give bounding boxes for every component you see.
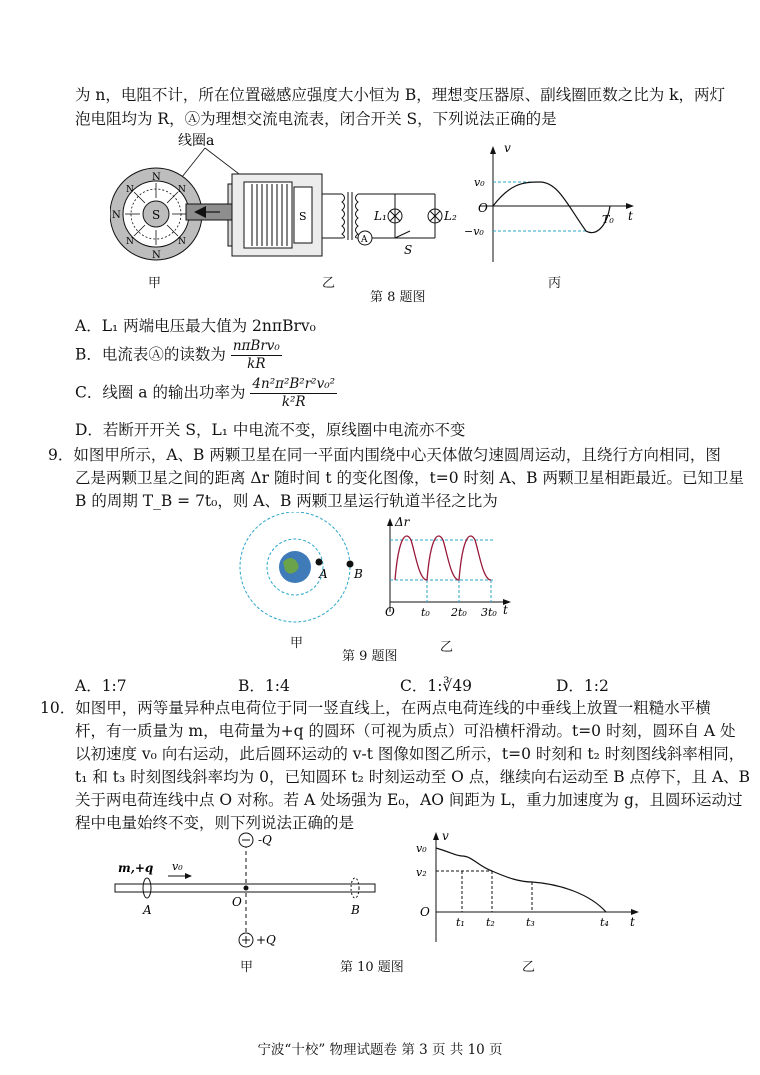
svg-text:3t₀: 3t₀ [481, 606, 497, 619]
q10-line1: 10．如图甲，两等量异种点电荷位于同一竖直线上，在两点电荷连线的中垂线上放置一粗糙水平横 [40, 699, 711, 717]
lamp-l1-label: L₁ [374, 209, 387, 223]
svg-text:t₂: t₂ [486, 916, 495, 929]
svg-text:v₀: v₀ [474, 176, 485, 189]
svg-text:N: N [112, 210, 121, 221]
q9-option-b: B．1:4 [238, 677, 290, 695]
svg-text:t₁: t₁ [456, 916, 465, 929]
q10-figure [110, 830, 650, 950]
svg-text:v: v [442, 830, 449, 843]
svg-text:+Q: +Q [256, 933, 276, 947]
lamp-l2-label: L₂ [444, 209, 457, 223]
svg-text:N: N [126, 237, 134, 247]
magnet-center-label: S [152, 208, 161, 222]
svg-text:Δr: Δr [395, 515, 410, 529]
rod-and-charges [115, 833, 375, 947]
q8-intro-line1: 为 n，电阻不计，所在位置磁感应强度大小恒为 B，理想变压器原、副线圈匝数之比为 k，两灯 [75, 86, 726, 104]
q8-fig-bing-label: 丙 [548, 276, 562, 291]
switch-label: S [404, 243, 413, 257]
q10-fig-yi-label: 乙 [522, 960, 536, 975]
svg-text:-Q: -Q [258, 833, 272, 847]
satellite-b [347, 561, 354, 568]
q9-line2: 乙是两颗卫星之间的距离 Δr 随时间 t 的变化图像，t=0 时刻 A、B 两颗卫星相距最近。已知卫星 [75, 469, 744, 487]
svg-text:N: N [178, 185, 186, 195]
svg-text:t₀: t₀ [421, 606, 430, 619]
svg-text:t₃: t₃ [526, 916, 535, 929]
svg-text:N: N [152, 172, 161, 183]
q8-fig-jia-label: 甲 [148, 276, 162, 291]
q9-fig-jia-label: 甲 [290, 636, 304, 651]
q10-vt-graph [416, 830, 639, 942]
svg-text:v₀: v₀ [172, 860, 183, 873]
q10-fig-jia-label: 甲 [240, 960, 254, 975]
q9-distance-graph [385, 515, 511, 619]
svg-text:N: N [178, 237, 186, 247]
svg-text:t: t [630, 915, 635, 929]
q8-option-a: A．L₁ 两端电压最大值为 2nπBrv₀ [75, 317, 316, 335]
q8-fig-yi-label: 乙 [322, 276, 336, 291]
q9-fig-yi-label: 乙 [440, 640, 454, 655]
q8-figure-svg [110, 132, 655, 292]
q9-option-c: C．1:∛49 [400, 677, 473, 695]
q10-line2: 杆，有一质量为 m，电荷量为+q 的圆环（可视为质点）可沿横杆滑动。t=0 时刻，圆环自 A 处 [75, 722, 736, 740]
orbit-diagram [240, 512, 363, 622]
coil-callout-label: 线圈a [178, 133, 215, 149]
q8-intro-line2: 泡电阻均为 R，Ⓐ为理想交流电流表，闭合开关 S，下列说法正确的是 [75, 110, 557, 128]
generator-core-label: S [299, 210, 307, 223]
q10-caption: 第 10 题图 [340, 960, 404, 975]
svg-text:B: B [354, 567, 363, 581]
svg-text:A: A [319, 567, 328, 581]
svg-text:v₂: v₂ [416, 866, 427, 879]
svg-text:t: t [503, 603, 508, 617]
svg-text:T₀: T₀ [602, 213, 614, 226]
q9-line3: B 的周期 T_B = 7t₀，则 A、B 两颗卫星运行轨道半径之比为 [75, 492, 498, 510]
page-footer: 宁波“十校” 物理试题卷 第 3 页 共 10 页 [257, 1042, 503, 1058]
q8-option-c: C．线圈 a 的输出功率为 $\frac{\text{4n²π²B²r²v₀²}}{\text{k²R}}$ [75, 376, 336, 410]
q9-line1: 9．如图甲所示，A、B 两颗卫星在同一平面内围绕中心天体做匀速圆周运动，且绕行方向相同，图 [48, 446, 721, 464]
q10-line4: t₁ 和 t₃ 时刻图线斜率均为 0，已知圆环 t₂ 时刻运动至 O 点，继续向右运动至 B 点停下，且 A、B [75, 768, 751, 786]
svg-text:A: A [143, 903, 152, 917]
q9-option-d: D．1:2 [556, 677, 609, 695]
svg-text:t₄: t₄ [600, 916, 609, 929]
svg-text:O: O [385, 605, 395, 619]
svg-text:N: N [152, 250, 161, 261]
q8-figure [110, 132, 655, 292]
svg-text:N: N [126, 185, 134, 195]
q8-option-d: D．若断开开关 S，L₁ 中电流不变，原线圈中电流亦不变 [75, 421, 466, 439]
svg-text:t: t [628, 209, 633, 223]
q8-vt-graph [464, 141, 634, 262]
q9-caption: 第 9 题图 [342, 649, 398, 664]
satellite-a [316, 559, 323, 566]
ammeter-label: A [361, 235, 368, 245]
svg-text:v: v [504, 141, 511, 155]
svg-text:O: O [420, 905, 430, 919]
svg-text:O: O [478, 201, 488, 215]
generator-assembly [186, 174, 322, 256]
svg-text:−v₀: −v₀ [464, 225, 484, 238]
q10-line5: 关于两电荷连线中点 O 对称。若 A 处场强为 E₀，AO 间距为 L，重力加速度为 g，且圆环运动过 [75, 791, 743, 809]
svg-text:m,+q: m,+q [118, 861, 154, 875]
svg-text:v₀: v₀ [416, 842, 427, 855]
q9-figure [235, 512, 515, 630]
svg-text:2t₀: 2t₀ [451, 606, 467, 619]
q10-line6: 程中电量始终不变，则下列说法正确的是 [75, 814, 355, 832]
q8-caption: 第 8 题图 [370, 290, 426, 305]
q8-option-b: B．电流表Ⓐ的读数为 $\frac{\text{nπBrv₀}}{kR}$ [75, 338, 280, 372]
svg-text:O: O [232, 895, 242, 909]
svg-text:B: B [351, 903, 360, 917]
q10-line3: 以初速度 v₀ 向右运动，此后圆环运动的 v-t 图像如图乙所示，t=0 时刻和 t₂ 时刻图线斜率相同， [75, 745, 745, 763]
q9-option-a: A．1:7 [75, 677, 127, 695]
